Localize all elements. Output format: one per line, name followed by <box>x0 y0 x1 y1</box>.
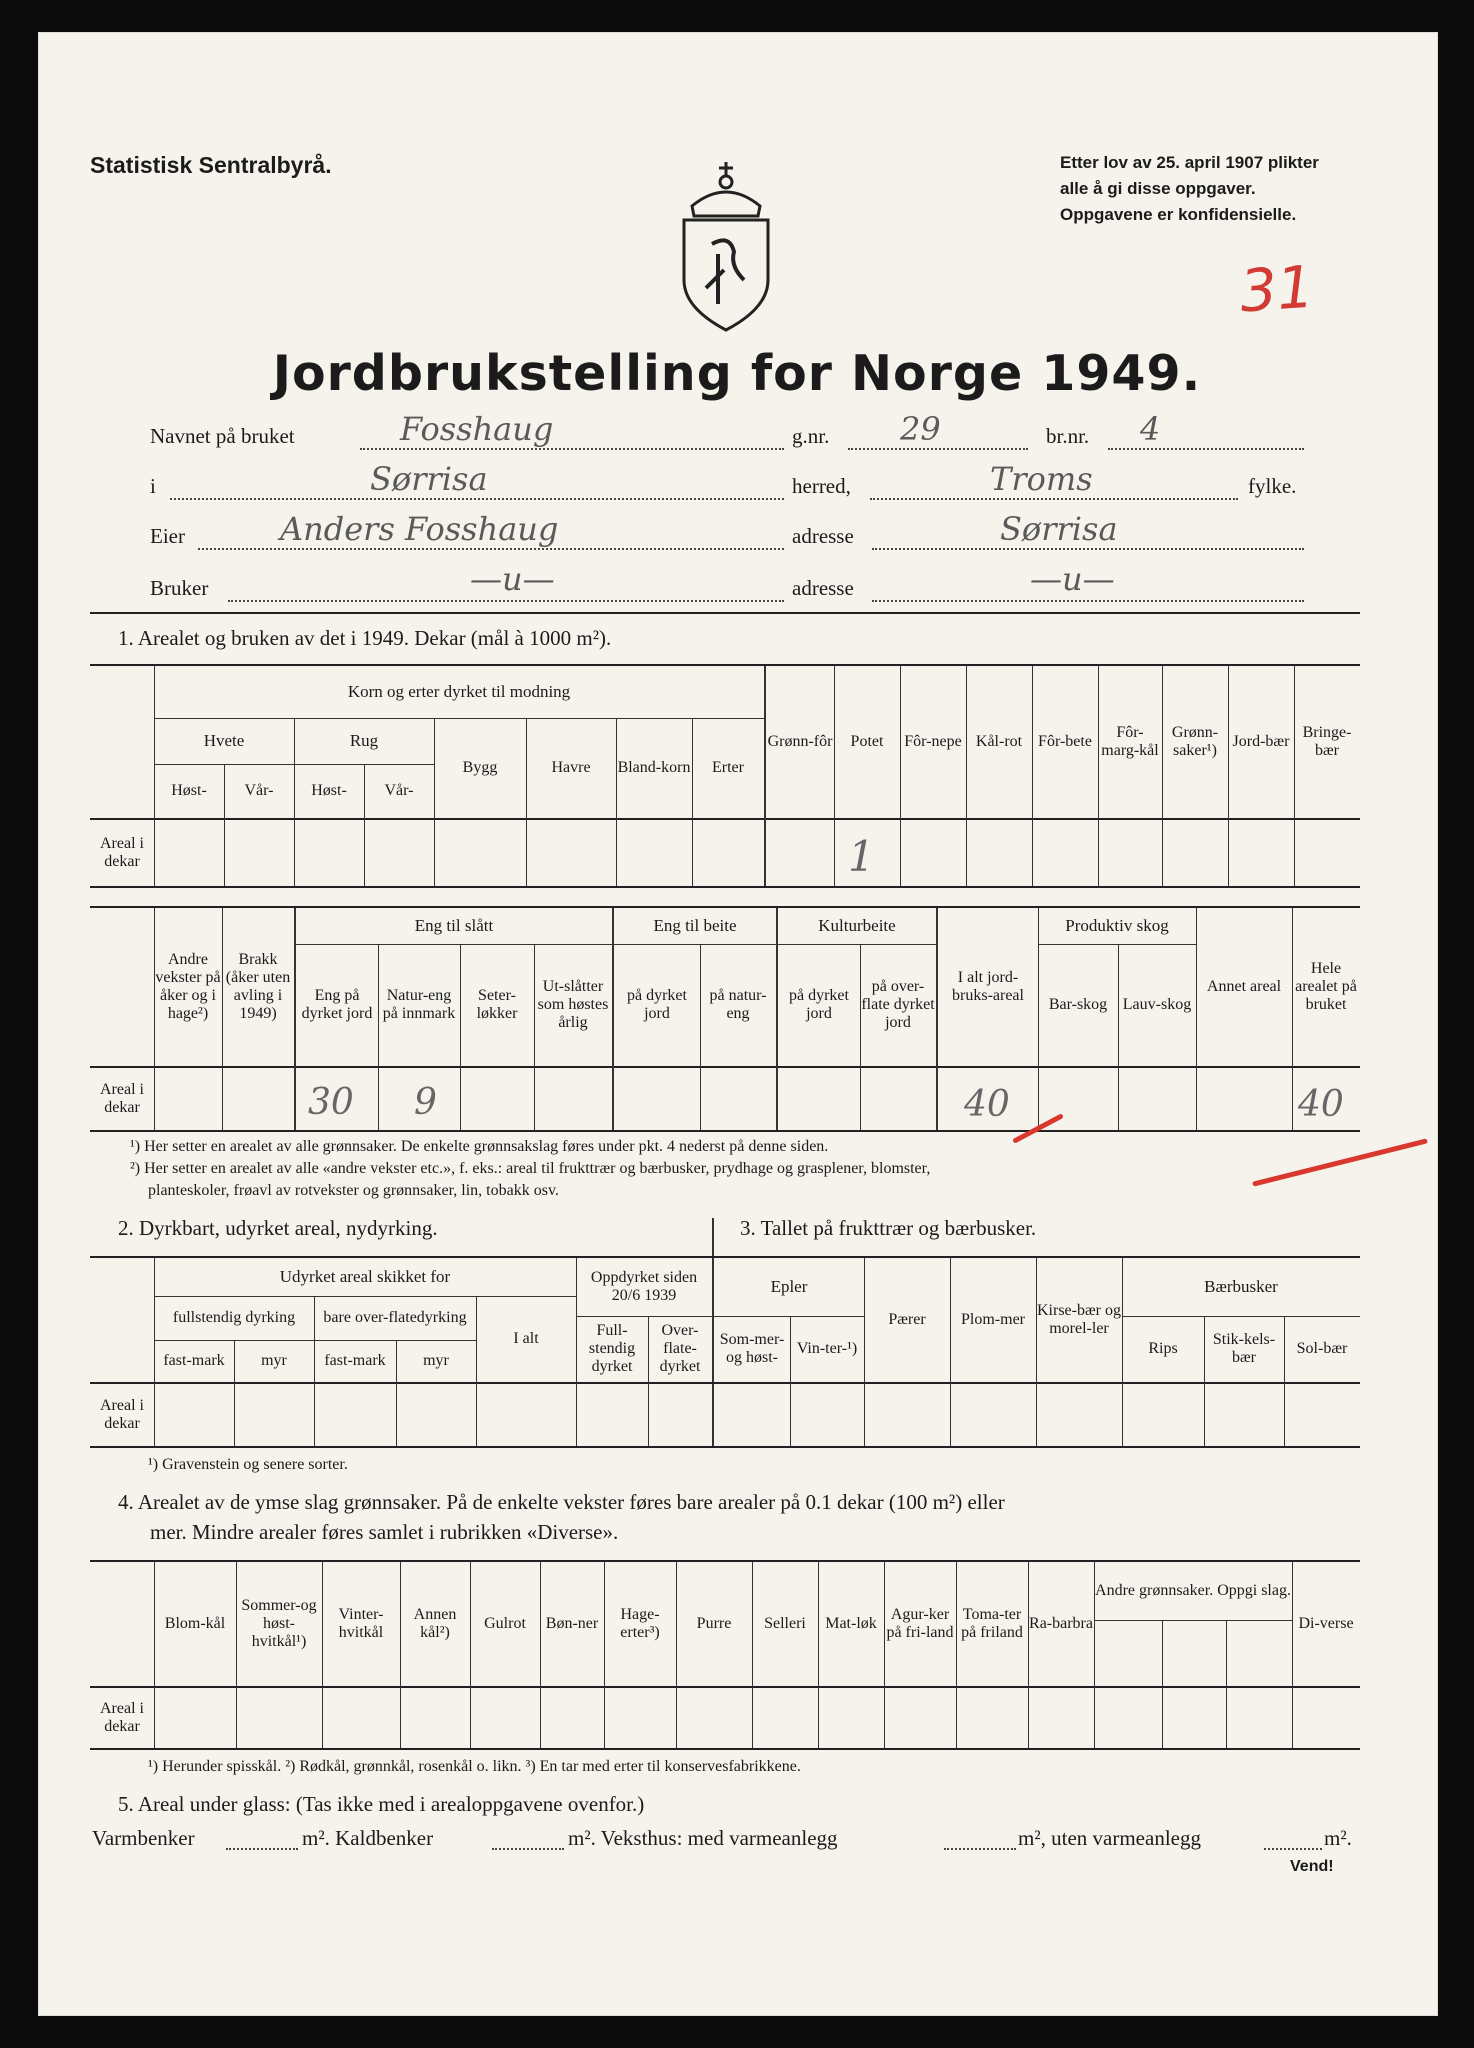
in-label: i <box>150 474 156 498</box>
dotted-line <box>170 498 784 500</box>
footnote: planteskoler, frøavl av rotvekster og grønnsaker, lin, tobakk osv. <box>148 1182 559 1199</box>
kirsebaer-header: Kirse-bær og morel-ler <box>1037 1302 1121 1337</box>
andre-vekster-header: Andre vekster på åker og i hage²) <box>155 951 221 1022</box>
udyrket-group-header: Udyrket areal skikket for <box>279 1267 451 1286</box>
agency-name: Statistisk Sentralbyrå. <box>90 152 332 178</box>
divider <box>90 1748 1360 1750</box>
fastmark-header: fast-mark <box>163 1352 225 1369</box>
kalrot-header: Kål-rot <box>975 733 1023 750</box>
potet-header: Potet <box>850 733 884 750</box>
owner-address-label: adresse <box>792 524 854 548</box>
form-title: Jordbrukstelling for Norge 1949. <box>272 345 1202 402</box>
sommer-hvitkal-header: Sommer-og høst-hvitkål¹) <box>241 1597 317 1650</box>
divider <box>90 612 1360 614</box>
hele-value[interactable]: 40 <box>1298 1084 1344 1125</box>
eng-beite-header: Eng til beite <box>653 916 737 935</box>
i-alt-header: I alt <box>513 1330 539 1347</box>
user-value[interactable]: —u— <box>470 560 555 598</box>
barskog-header: Bar-skog <box>1048 996 1108 1013</box>
fullstendig-dyrket-header: Full-stendig dyrket <box>588 1322 636 1375</box>
havre-header: Havre <box>551 759 591 776</box>
divider <box>90 1130 1360 1132</box>
user-label: Bruker <box>150 576 209 600</box>
dotted-line <box>872 548 1304 550</box>
purre-header: Purre <box>696 1615 732 1632</box>
footnote: ¹) Gravenstein og senere sorter. <box>148 1456 348 1473</box>
baerbusker-header: Bærbusker <box>1204 1277 1278 1296</box>
legal-notice <box>1060 150 1319 228</box>
matlok-header: Mat-løk <box>825 1615 877 1632</box>
section-4-heading-cont: mer. Mindre arealer føres samlet i rubrikken «Diverse». <box>150 1520 619 1544</box>
selleri-header: Selleri <box>764 1615 806 1632</box>
user-address-value[interactable]: —u— <box>1030 560 1115 598</box>
natureng-value[interactable]: 9 <box>414 1082 437 1123</box>
varmbenker-label: Varmbenker <box>92 1826 195 1850</box>
brakk-header: Brakk (åker uten avling i 1949) <box>225 951 291 1022</box>
paerer-header: Pærer <box>888 1311 926 1328</box>
hvete-var-header: Vår- <box>244 782 274 799</box>
section-5-heading: 5. Areal under glass: (Tas ikke med i arealoppgavene ovenfor.) <box>118 1792 645 1816</box>
footnote: ¹) Herunder spisskål. ²) Rødkål, grønnkål, rosenkål o. likn. ³) En tar med erter til konservesfabrikkene. <box>148 1758 801 1775</box>
bare-overflate-header: bare over-flatedyrking <box>323 1309 467 1326</box>
seterlokker-header: Seter-løkker <box>476 987 518 1022</box>
korn-group-header: Korn og erter dyrket til modning <box>347 682 571 701</box>
epler-sommer-header: Som-mer- og høst- <box>719 1331 785 1366</box>
owner-value[interactable]: Anders Fosshaug <box>280 510 559 548</box>
erter-header: Erter <box>712 759 744 776</box>
municipality-value[interactable]: Sørrisa <box>370 460 488 498</box>
divider <box>90 1446 1360 1448</box>
fullstendig-header: fullstendig dyrking <box>172 1309 296 1326</box>
epler-vinter-header: Vin-ter-¹) <box>796 1340 858 1357</box>
kultur-overflate-header: på over-flate dyrket jord <box>861 978 935 1031</box>
veksthus-med-field[interactable] <box>944 1848 1016 1850</box>
solbaer-header: Sol-bær <box>1296 1340 1348 1357</box>
oppdyrket-header: Oppdyrket siden 20/6 1939 <box>590 1269 698 1304</box>
rabarbra-header: Ra-barbra <box>1029 1615 1093 1632</box>
rips-header: Rips <box>1148 1340 1178 1357</box>
section-3-heading: 3. Tallet på frukttrær og bærbusker. <box>740 1216 1037 1240</box>
kaldbenker-field[interactable] <box>492 1848 564 1850</box>
tomater-header: Toma-ter på friland <box>961 1606 1023 1641</box>
dotted-line <box>1108 448 1304 450</box>
blomkal-header: Blom-kål <box>164 1615 226 1632</box>
bygg-header: Bygg <box>462 759 498 776</box>
user-address-label: adresse <box>792 576 854 600</box>
gronnfor-header: Grønn-fôr <box>767 733 833 750</box>
bringebaer-header: Bringe-bær <box>1302 724 1352 759</box>
jordbaer-header: Jord-bær <box>1232 733 1290 750</box>
fastmark-header: fast-mark <box>324 1352 386 1369</box>
section-4-heading: 4. Arealet av de ymse slag grønnsaker. På de enkelte vekster føres bare arealer på 0.1 dekar (100 m²) eller <box>118 1490 1005 1514</box>
legal-line: Etter lov av 25. april 1907 plikter <box>1060 153 1319 172</box>
myr-header: myr <box>261 1352 287 1369</box>
divider <box>90 1686 1360 1688</box>
bonner-header: Bøn-ner <box>545 1615 599 1632</box>
divider <box>90 818 1360 820</box>
eng-slatt-header: Eng til slått <box>414 916 494 935</box>
brnr-value[interactable]: 4 <box>1140 410 1161 448</box>
legal-line: alle å gi disse oppgaver. <box>1060 179 1256 198</box>
vinter-hvitkal-header: Vinter-hvitkål <box>338 1606 384 1641</box>
rug-host-header: Høst- <box>311 782 347 799</box>
gulrot-header: Gulrot <box>484 1615 526 1632</box>
eng-dyrket-value[interactable]: 30 <box>308 1082 354 1123</box>
plommer-header: Plom-mer <box>961 1311 1025 1328</box>
kaldbenker-label: m². Kaldbenker <box>302 1826 434 1850</box>
hele-arealet-header: Hele arealet på bruket <box>1295 960 1357 1013</box>
epler-header: Epler <box>770 1277 808 1296</box>
eng-dyrket-header: Eng på dyrket jord <box>301 987 373 1022</box>
rug-var-header: Vår- <box>384 782 414 799</box>
dotted-line <box>228 600 784 602</box>
diverse-header: Di-verse <box>1298 1615 1354 1632</box>
myr-header: myr <box>423 1352 449 1369</box>
veksthus-med-label: m². Veksthus: med varmeanlegg <box>568 1826 838 1850</box>
i-alt-value[interactable]: 40 <box>964 1084 1010 1125</box>
agurker-header: Agur-ker på fri-land <box>886 1606 954 1641</box>
kultur-dyrket-header: på dyrket jord <box>789 987 849 1022</box>
areal-row-label: Areal i dekar <box>100 835 144 870</box>
gnr-value[interactable]: 29 <box>900 410 941 448</box>
stikkelsbaer-header: Stik-kels-bær <box>1212 1331 1276 1366</box>
varmbenker-field[interactable] <box>226 1848 298 1850</box>
footnote: ²) Her setter en arealet av alle «andre vekster etc.», f. eks.: areal til frukttrær og bærbusker, prydhage og grasplener, blomster, <box>130 1160 931 1177</box>
veksthus-uten-label: m², uten varmeanlegg <box>1018 1826 1201 1850</box>
gronnsaker-header: Grønn-saker¹) <box>1171 724 1219 759</box>
annet-areal-header: Annet areal <box>1206 978 1282 995</box>
footnote: ¹) Her setter en arealet av alle grønnsaker. De enkelte grønnsakslag føres under pkt. 4 nederst på denne siden. <box>130 1138 829 1155</box>
coat-of-arms-icon <box>672 158 780 334</box>
dotted-line <box>360 448 784 450</box>
annen-kal-header: Annen kål²) <box>413 1606 457 1641</box>
fornepe-header: Fôr-nepe <box>904 733 962 750</box>
farm-name-value[interactable]: Fosshaug <box>400 410 554 448</box>
owner-address-value[interactable]: Sørrisa <box>1000 510 1118 548</box>
legal-line: Oppgavene er konfidensielle. <box>1060 205 1297 224</box>
section-1-heading: 1. Arealet og bruken av det i 1949. Dekar (mål à 1000 m²). <box>118 626 612 650</box>
turn-page-note: Vend! <box>1290 1858 1334 1875</box>
forbete-header: Fôr-bete <box>1038 733 1092 750</box>
prod-skog-header: Produktiv skog <box>1065 916 1169 935</box>
divider <box>90 1066 1360 1068</box>
dotted-line <box>848 448 1028 450</box>
i-alt-header: I alt jord-bruks-areal <box>952 969 1024 1004</box>
areal-row-label: Areal i dekar <box>100 1700 144 1735</box>
page-number-mark: 31 <box>1237 252 1317 326</box>
natureng-header: Natur-eng på innmark <box>382 987 456 1022</box>
dotted-line <box>872 600 1304 602</box>
m2-label: m². <box>1324 1826 1352 1850</box>
section-2-heading: 2. Dyrkbart, udyrket areal, nydyrking. <box>118 1216 438 1240</box>
fylke-label: fylke. <box>1248 474 1297 498</box>
county-value[interactable]: Troms <box>990 460 1093 498</box>
herred-label: herred, <box>792 474 851 498</box>
divider <box>90 886 1360 888</box>
blandkorn-header: Bland-korn <box>617 759 691 776</box>
hvete-header: Hvete <box>203 731 245 750</box>
beite-dyrket-header: på dyrket jord <box>627 987 687 1022</box>
overflatedyrket-header: Over-flate-dyrket <box>659 1322 701 1375</box>
veksthus-uten-field[interactable] <box>1264 1848 1322 1850</box>
gnr-label: g.nr. <box>792 424 830 448</box>
areal-row-label: Areal i dekar <box>100 1081 144 1116</box>
hvete-host-header: Høst- <box>171 782 207 799</box>
beite-natureng-header: på natur-eng <box>709 987 767 1022</box>
andre-gronnsaker-header: Andre grønnsaker. Oppgi slag. <box>1095 1582 1291 1599</box>
formargkal-header: Fôr-marg-kål <box>1101 724 1159 759</box>
kulturbeite-header: Kulturbeite <box>818 916 896 935</box>
potet-value[interactable]: 1 <box>848 832 875 881</box>
rug-header: Rug <box>349 731 379 750</box>
divider <box>90 1382 1360 1384</box>
utslatter-header: Ut-slåtter som høstes årlig <box>537 978 609 1031</box>
dotted-line <box>198 548 784 550</box>
owner-label: Eier <box>150 524 185 548</box>
farm-name-label: Navnet på bruket <box>150 424 295 448</box>
hageerter-header: Hage-erter³) <box>620 1606 660 1641</box>
areal-row-label: Areal i dekar <box>100 1397 144 1432</box>
brnr-label: br.nr. <box>1046 424 1090 448</box>
lauvskog-header: Lauv-skog <box>1122 996 1192 1013</box>
dotted-line <box>870 498 1238 500</box>
